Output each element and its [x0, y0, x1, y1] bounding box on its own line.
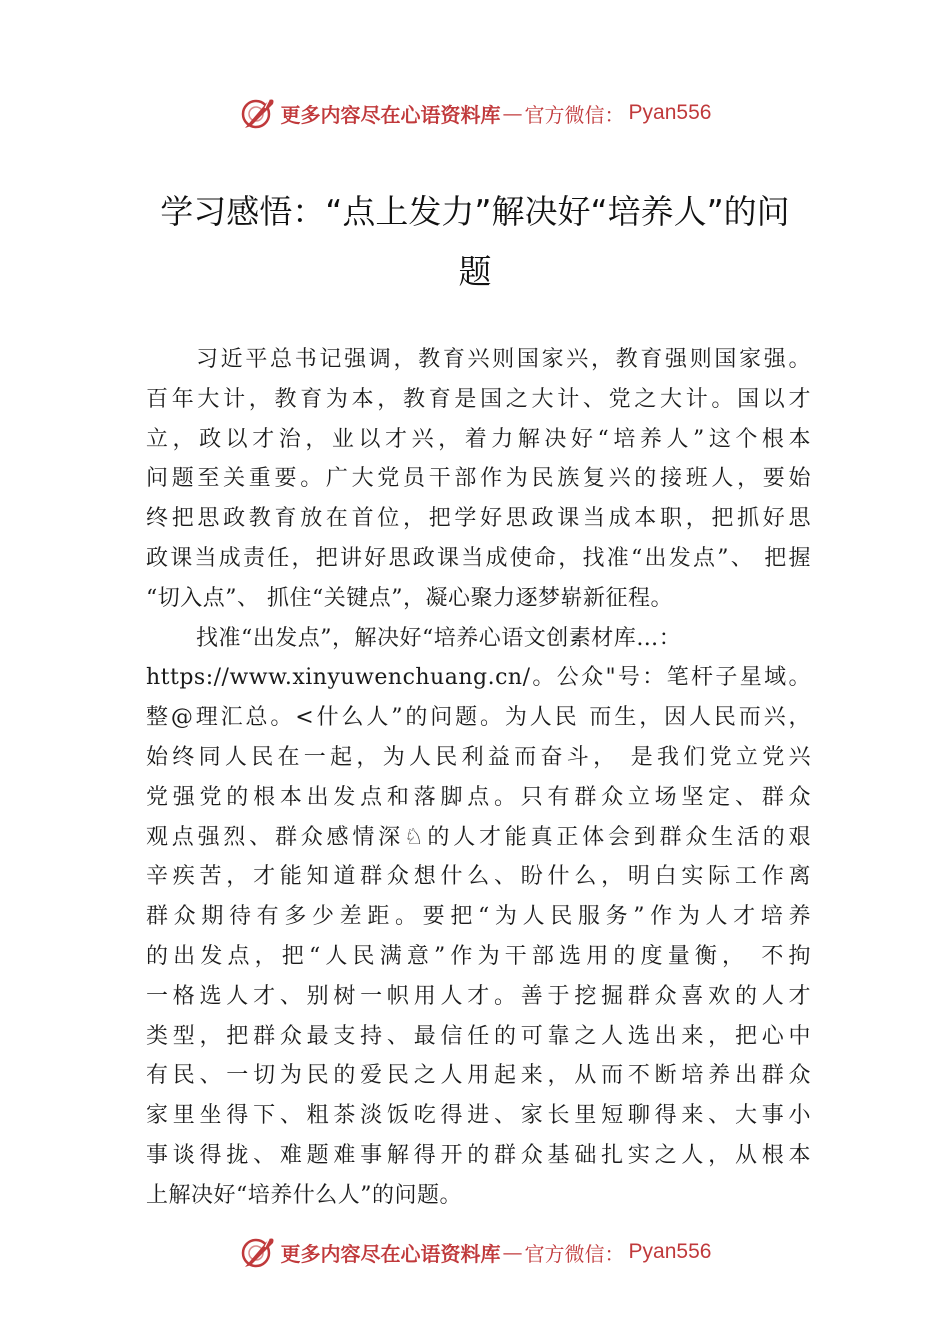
title-line-2: 题 — [458, 252, 492, 291]
body-line: 整@理汇总。<什么人”的问题。为人民 而生，因人民而兴， — [146, 705, 811, 731]
body-line: 政课当成责任，把讲好思政课当成使命，找准“出发点”、 把握 — [146, 545, 811, 571]
footer-wechat-label: 官方微信： — [524, 1241, 625, 1266]
body-line: 观点强烈、群众感情深♘的人才能真正体会到群众生活的艰 — [146, 824, 811, 850]
footer-separator: — — [502, 1240, 523, 1264]
footer-banner — [0, 1232, 950, 1272]
body-line: 事谈得拢、难题难事解得开的群众基础扎实之人，从根本 — [146, 1142, 811, 1168]
body-line: 有民、一切为民的爱民之人用起来，从而不断培养出群众 — [146, 1063, 811, 1089]
body-line: 立，政以才治，业以才兴，着力解决好“培养人”这个根本 — [146, 426, 811, 452]
body-line: 一格选人才、别树一帜用人才。善于挖掘群众喜欢的人才 — [146, 983, 811, 1009]
body-line: 始终同人民在一起，为人民利益而奋斗， 是我们党立党兴 — [146, 744, 811, 770]
body-line: 类型，把群众最支持、最信任的可靠之人选出来，把心中 — [146, 1023, 811, 1049]
body-line: 找准“出发点”，解决好“培养心语文创素材库…： — [196, 625, 682, 651]
header-separator: — — [502, 101, 523, 125]
body-line: 的出发点，把“人民满意”作为干部选用的度量衡， 不拘 — [146, 943, 811, 969]
body-line: 家里坐得下、粗茶淡饭吃得进、家长里短聊得来、大事小 — [146, 1103, 811, 1129]
footer-brand-text: 更多内容尽在心语资料库 — [280, 1241, 501, 1266]
header-wechat-id: Pyan556 — [628, 101, 712, 124]
body-line: 终把思政教育放在首位，把学好思政课当成本职，把抓好思 — [146, 506, 811, 532]
document-title — [140, 182, 810, 302]
header-banner — [0, 93, 950, 133]
body-line: 百年大计，教育为本，教育是国之大计、党之大计。国以才 — [146, 386, 811, 412]
body-line: 问题至关重要。广大党员干部作为民族复兴的接班人，要始 — [146, 466, 811, 492]
body-line: 党强党的根本出发点和落脚点。只有群众立场坚定、群众 — [146, 784, 811, 810]
header-wechat-label: 官方微信： — [524, 102, 625, 127]
document-body — [146, 340, 811, 1216]
quill-pen-icon — [239, 94, 277, 132]
header-brand-text: 更多内容尽在心语资料库 — [280, 102, 501, 127]
body-line: “切入点”、 抓住“关键点”，凝心聚力逐梦崭新征程。 — [146, 585, 673, 611]
body-line: 群众期待有多少差距。要把“为人民服务”作为人才培养 — [146, 904, 811, 930]
quill-pen-icon — [239, 1233, 277, 1271]
body-line: 辛疾苦，才能知道群众想什么、盼什么，明白实际工作离 — [146, 864, 811, 890]
footer-wechat-id: Pyan556 — [628, 1240, 712, 1263]
body-line: 习近平总书记强调，教育兴则国家兴，教育强则国家强。 — [196, 347, 811, 372]
title-line-1: 学习感悟：“点上发力”解决好“培养人”的问 — [160, 192, 790, 231]
body-line: https://www.xinyuwenchuang.cn/。公众"号：笔杆子星域。 — [146, 665, 811, 691]
body-line: 上解决好“培养什么人”的问题。 — [146, 1182, 462, 1208]
